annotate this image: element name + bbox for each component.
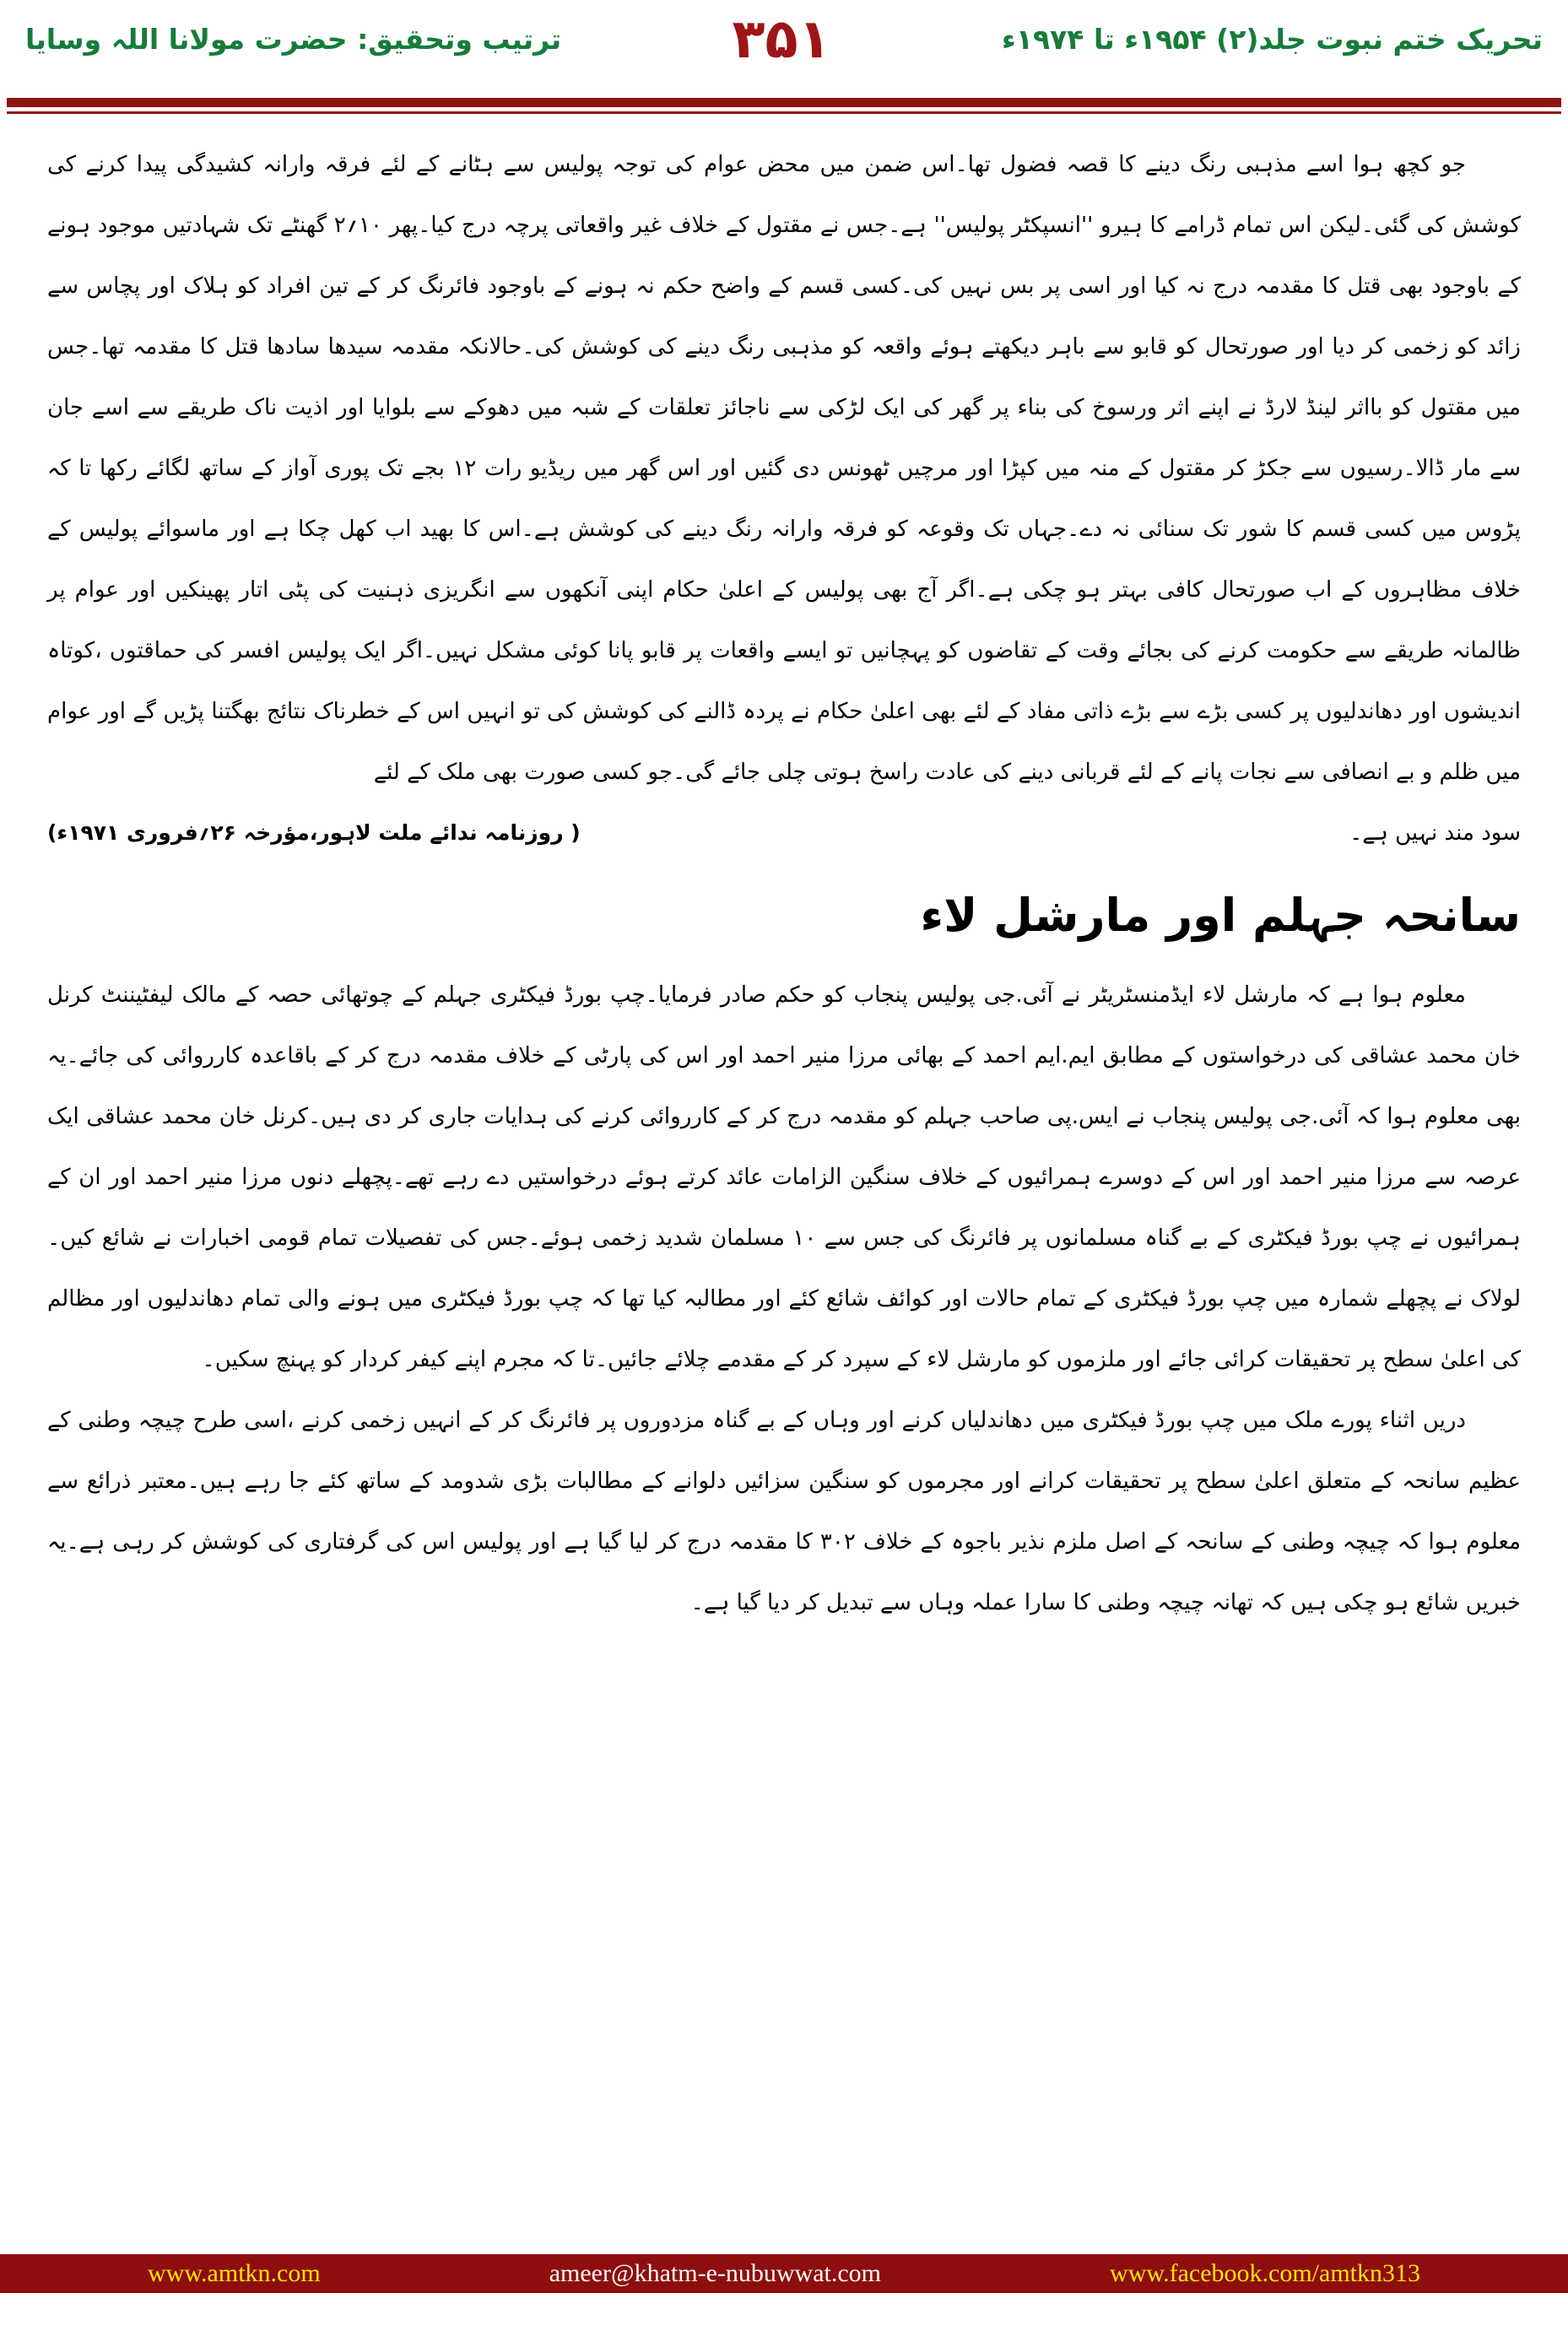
footer-website-url[interactable]: www.amtkn.com xyxy=(148,2259,321,2287)
page-number: ۳۵۱ xyxy=(732,8,831,71)
section-heading-jhelum-martial-law: سانحہ جہلم اور مارشل لاء xyxy=(920,889,1521,942)
section1-paragraph: جو کچھ ہوا اسے مذہبی رنگ دینے کا قصہ فضول تھا۔اس ضمن میں محض عوام کی توجہ پولیس سے ہٹانے کے لئے فرقہ وارانہ کشیدگی پیدا کرنے کی کوشش کی گئی۔لیکن اس تمام ڈرامے کا ہیرو ''انسپکٹر پولیس'' ہے۔جس نے مقتول کے خلاف غیر واقعاتی پرچہ درج کیا۔پھر ۱۰؍۲ گھنٹے تک شہادتیں موجود ہونے کے باوجود بھی قتل کا مقدمہ درج نہ کیا اور اسی پر بس نہیں کی۔کسی قسم کے واضح حکم نہ ہونے کے باوجود فائرنگ کر کے تین افراد کو ہلاک اور پچاس سے زائد کو زخمی کر دیا اور صورتحال کو قابو سے باہر دیکھتے ہوئے واقعہ کو مذہبی رنگ دینے کی کوشش کی۔حالانکہ مقدمہ سیدھا سادھا قتل کا مقدمہ تھا۔جس میں مقتول کو بااثر لینڈ لارڈ نے اپنے اثر ورسوخ کی بناء پر گھر کی ایک لڑکی سے ناجائز تعلقات کے شبہ میں دھوکے سے بلوایا اور اذیت ناک طریقے سے اسے جان سے مار ڈالا۔رسیوں سے جکڑ کر مقتول کے منہ میں کپڑا اور مرچیں ٹھونس دی گئیں اور اس گھر میں ریڈیو رات ۱۲ بجے تک پوری آواز کے ساتھ لگائے رکھا تا کہ پڑوس میں کسی قسم کا شور تک سنائی نہ دے۔جہاں تک وقوعہ کو فرقہ وارانہ رنگ دینے کی کوشش ہے۔اس کا بھید اب کھل چکا ہے اور ماسوائے پولیس کے خلاف مظاہروں کے اب صورتحال کافی بہتر ہو چکی ہے۔اگر آج بھی پولیس کے اعلیٰ حکام اپنی آنکھوں سے انگریزی ذہنیت کی پٹی اتار پھینکیں اور عوام پر ظالمانہ طریقے سے حکومت کرنے کی بجائے وقت کے تقاضوں کو پہچانیں تو ایسے واقعات پر قابو پانا کوئی مشکل نہیں۔اگر ایک پولیس افسر کی حماقتوں ،کوتاہ اندیشوں اور دھاندلیوں پر کسی بڑے سے بڑے ذاتی مفاد کے لئے بھی اعلیٰ حکام نے پردہ ڈالنے کی کوشش کی تو انہیں اس کے خطرناک نتائج بھگتنا پڑیں گے اور عوام میں ظلم و بے انصافی سے نجات پانے کے لئے قربانی دینے کی عادت راسخ ہوتی چلی جائے گی۔جو کسی صورت بھی ملک کے لئے xyxy=(47,152,1521,785)
footer-facebook-url[interactable]: www.facebook.com/amtkn313 xyxy=(1110,2259,1420,2287)
header-credit: ترتیب وتحقیق: حضرت مولانا اللہ وسایا xyxy=(25,23,562,56)
section1-closing: سود مند نہیں ہے۔ xyxy=(1349,820,1521,846)
page-header xyxy=(0,0,1568,69)
section2-paragraph-1: معلوم ہوا ہے کہ مارشل لاء ایڈمنسٹریٹر نے آئی.جی پولیس پنجاب کو حکم صادر فرمایا۔چپ بورڈ فیکٹری جہلم کے چوتھائی حصہ کے مالک لیفٹیننٹ کرنل خان محمد عشاقی کی درخواستوں کے مطابق ایم.ایم احمد کے بھائی مرزا منیر احمد اور اس کی پارٹی کے خلاف مقدمہ درج کر کے باقاعدہ کارروائی کی جائے۔یہ بھی معلوم ہوا کہ آئی.جی پولیس پنجاب نے ایس.پی صاحب جہلم کو مقدمہ درج کر کے کارروائی کرنے کی ہدایات جاری کر دی ہیں۔کرنل خان محمد عشاقی ایک عرصہ سے مرزا منیر احمد اور اس کے دوسرے ہمرائیوں کے خلاف سنگین الزامات عائد کرتے ہوئے درخواستیں دے رہے تھے۔پچھلے دنوں مرزا منیر احمد اور ان کے ہمرائیوں نے چپ بورڈ فیکٹری کے بے گناہ مسلمانوں پر فائرنگ کی جس سے ۱۰ مسلمان شدید زخمی ہوئے۔جس کی تفصیلات تمام قومی اخبارات نے شائع کیں۔لولاک نے پچھلے شمارہ میں چپ بورڈ فیکٹری کے تمام حالات اور کوائف شائع کئے اور مطالبہ کیا تھا کہ چپ بورڈ فیکٹری میں ہونے والی تمام دھاندلیوں اور مظالم کی اعلیٰ سطح پر تحقیقات کرائی جائے اور ملزموں کو مارشل لاء کے سپرد کر کے مقدمے چلائے جائیں۔تا کہ مجرم اپنے کیفر کردار کو پہنچ سکیں۔ xyxy=(47,982,1521,1372)
section2-paragraph-2: دریں اثناء پورے ملک میں چپ بورڈ فیکٹری میں دھاندلیاں کرنے اور وہاں کے بے گناہ مزدوروں پر فائرنگ کر کے انہیں زخمی کرنے ،اسی طرح چیچہ وطنی کے عظیم سانحہ کے متعلق اعلیٰ سطح پر تحقیقات کرانے اور مجرموں کو سنگین سزائیں دلوانے کے مطالبات بڑی شدومد کے ساتھ کئے جا رہے ہیں۔معتبر ذرائع سے معلوم ہوا کہ چیچہ وطنی کے سانحہ کے اصل ملزم نذیر باجوہ کے خلاف ۳۰۲ کا مقدمہ درج کر لیا گیا ہے اور پولیس اس کی گرفتاری کی کوشش کر رہی ہے۔یہ خبریں شائع ہو چکی ہیں کہ تھانہ چیچہ وطنی کا سارا عملہ وہاں سے تبدیل کر دیا گیا ہے۔ xyxy=(47,1408,1521,1615)
press-citation: ( روزنامہ ندائے ملت لاہور،مؤرخہ ۲۶؍فروری ۱۹۷۱ء) xyxy=(47,820,581,845)
header-rule xyxy=(7,98,1561,114)
footer-email[interactable]: ameer@khatm-e-nubuwwat.com xyxy=(549,2259,882,2287)
page-content xyxy=(0,114,1568,1633)
section1-last-line xyxy=(47,803,1521,863)
footer-bar xyxy=(0,2254,1568,2293)
header-rule-thick xyxy=(7,98,1561,107)
header-volume-title: تحریک ختم نبوت جلد(۲) ۱۹۵۴ء تا ۱۹۷۴ء xyxy=(1002,23,1543,56)
